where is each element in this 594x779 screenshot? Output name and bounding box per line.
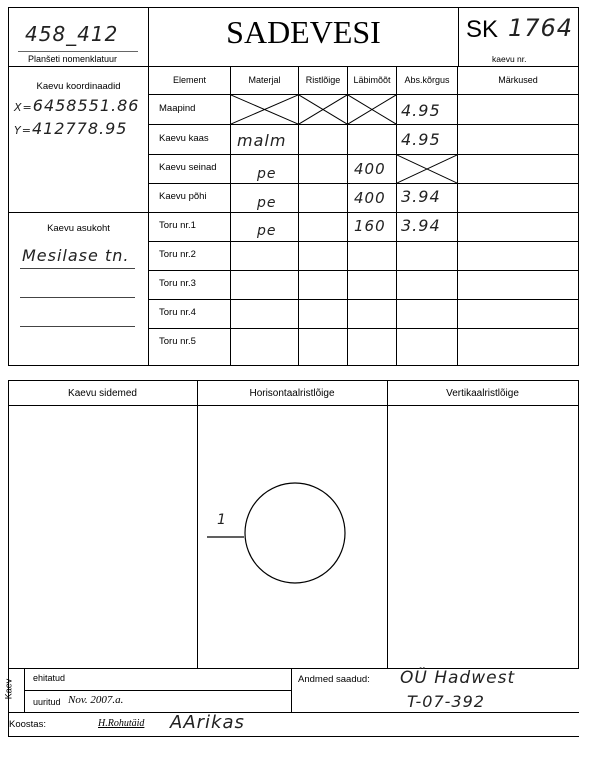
header-remarks: Märkused [498, 75, 538, 85]
compiled-by-label: Koostas: [9, 719, 46, 730]
x-prefix: X= [14, 101, 33, 114]
y-value: 412778.95 [31, 119, 128, 138]
manhole-number-label: kaevu nr. [492, 54, 527, 64]
sheet-nomenclature-handwritten: 458_412 [25, 22, 119, 46]
material-value: pe [257, 195, 277, 211]
row-label: Toru nr.2 [159, 249, 196, 260]
y-prefix: Y= [14, 124, 32, 137]
surveyed-label: uuritud [33, 697, 61, 707]
data-source-label: Andmed saadud: [298, 674, 370, 685]
coordinates-label: Kaevu koordinaadid [36, 81, 121, 92]
row-label: Toru nr.4 [159, 307, 196, 318]
abs-height-value: 4.95 [401, 130, 441, 149]
row-label: Maapind [159, 103, 196, 114]
section-connections-label: Kaevu sidemed [68, 388, 137, 399]
location-value: Mesilase tn. [22, 246, 130, 265]
diameter-value: 160 [354, 217, 386, 235]
crossed-cell-abs-seinad [397, 155, 457, 183]
pipe-number-label: 1 [217, 512, 227, 528]
element-table [149, 66, 578, 365]
material-value: pe [257, 166, 277, 182]
y-coordinate [14, 119, 127, 138]
row-label: Kaevu kaas [159, 133, 209, 144]
header-abs-height: Abs.kõrgus [404, 75, 450, 85]
section-horizontal-label: Horisontaalristlõige [249, 388, 335, 399]
kaev-vertical-label: Kaev [3, 678, 14, 700]
header-element: Element [172, 75, 207, 85]
row-label: Kaevu seinad [159, 162, 217, 173]
row-label: Toru nr.1 [159, 220, 196, 231]
header-material: Materjal [248, 75, 281, 85]
compiled-by-signature: AArikas [170, 712, 245, 733]
material-value: malm [237, 131, 287, 150]
header-cross-section: Ristlõige [305, 75, 341, 85]
x-value: 6458551.86 [32, 96, 140, 115]
header-diameter: Läbimõõt [353, 75, 391, 85]
sk-prefix: SK [466, 16, 499, 43]
row-label: Kaevu põhi [159, 191, 207, 202]
manhole-cross-section-drawing [197, 406, 387, 668]
section-vertical-label: Vertikaalristlõige [446, 388, 519, 399]
location-label: Kaevu asukoht [47, 223, 110, 234]
diameter-value: 400 [354, 160, 386, 178]
diameter-value: 400 [354, 189, 386, 207]
abs-height-value: 3.94 [401, 216, 441, 235]
built-label: ehitatud [33, 673, 66, 683]
sheet-nomenclature-label: Planšeti nomenklatuur [28, 54, 118, 64]
compiled-by-stamp: H.Rohutäid [98, 718, 145, 729]
abs-height-value: 3.94 [401, 187, 441, 206]
data-source-company: OÜ Hadwest [400, 668, 516, 688]
crossed-cell-material-maapind [231, 95, 298, 124]
surveyed-value: Nov. 2007.a. [68, 694, 124, 706]
row-label: Toru nr.5 [159, 336, 196, 347]
data-source-reference: T-07-392 [407, 692, 485, 711]
row-label: Toru nr.3 [159, 278, 196, 289]
abs-height-value: 4.95 [401, 101, 441, 120]
crossed-cell-cross-section-maapind [299, 95, 347, 124]
manhole-number-handwritten: 1764 [508, 14, 574, 42]
form-title: SADEVESI [226, 14, 381, 50]
crossed-cell-diameter-maapind [348, 95, 396, 124]
material-value: pe [257, 223, 277, 239]
x-coordinate [14, 96, 139, 115]
